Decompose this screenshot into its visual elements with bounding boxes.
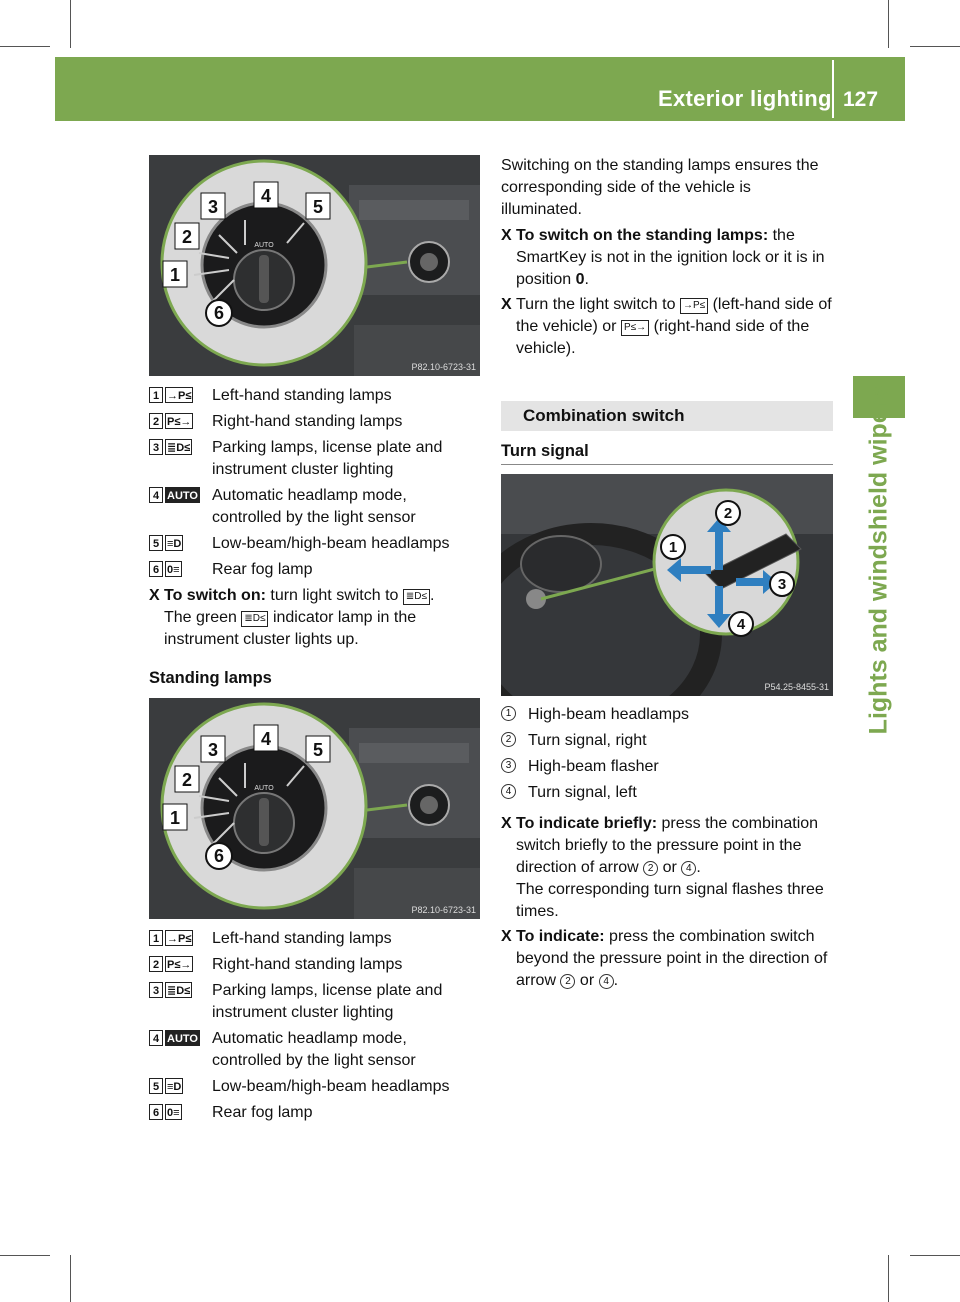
legend-item (149, 385, 479, 407)
parking-lamp-icon: ≣D≤ (403, 589, 430, 605)
instruction-text: (left-hand side of the vehicle) or (516, 296, 832, 335)
number-badge: 1 (149, 930, 163, 946)
instruction-label: To switch on the standing lamps: (516, 227, 769, 244)
callout-2: 2 (723, 505, 733, 522)
number-badge: 4 (149, 1030, 163, 1046)
crop-mark (70, 1255, 71, 1302)
number-circle: 2 (643, 861, 658, 876)
instruction-text: Turn the light switch to (516, 296, 676, 313)
low-beam-icon: ≡D (165, 535, 183, 551)
number-badge: 6 (149, 561, 163, 577)
callout-1: 1 (668, 539, 678, 556)
instruction-text: . (696, 859, 701, 876)
auto-icon: AUTO (165, 487, 200, 503)
legend-item (149, 533, 479, 555)
legend-list (149, 385, 479, 585)
step-arrow-icon: X (501, 815, 512, 832)
legend-text: Right-hand standing lamps (212, 413, 403, 430)
number-circle: 3 (501, 758, 516, 773)
legend-text: Rear fog lamp (212, 561, 313, 578)
light-switch-figure (149, 155, 480, 376)
legend-text: Turn signal, right (528, 732, 647, 749)
legend-text: Turn signal, left (528, 784, 637, 801)
instruction-standing-on (501, 225, 835, 291)
number-circle: 4 (681, 861, 696, 876)
light-switch-illustration (149, 155, 480, 376)
section-heading: Standing lamps (149, 669, 272, 687)
legend-item (149, 1102, 479, 1124)
legend-text: Left-hand standing lamps (212, 387, 392, 404)
instruction-indicate-briefly (501, 813, 835, 923)
legend-item (149, 485, 479, 529)
left-standing-lamp-icon: →P≤ (165, 387, 193, 403)
legend-text: Right-hand standing lamps (212, 956, 403, 973)
instruction-text: or (662, 859, 677, 876)
header-divider (832, 60, 834, 118)
instruction-turn-switch (501, 294, 835, 360)
instruction-label: To indicate: (516, 928, 605, 945)
instruction-label: To indicate briefly: (516, 815, 658, 832)
figure-code: P82.10-6723-31 (411, 905, 476, 915)
crop-mark (910, 46, 960, 47)
knob-auto-label: AUTO (254, 785, 274, 792)
number-badge: 3 (149, 982, 163, 998)
right-standing-lamp-icon: P≤→ (621, 320, 649, 336)
instruction-text: or (579, 972, 595, 989)
instruction-text: the SmartKey is not in the ignition lock or it is in position (516, 227, 825, 288)
legend-text: Parking lamps, license plate and instrument cluster lighting (212, 982, 443, 1021)
number-circle: 4 (599, 974, 614, 989)
callout-3: 3 (207, 197, 219, 217)
callout-6: 6 (213, 846, 225, 866)
callout-3: 3 (207, 740, 219, 760)
callout-1: 1 (169, 265, 181, 285)
number-badge: 2 (149, 956, 163, 972)
callout-4: 4 (736, 616, 746, 633)
combination-switch-illustration (501, 474, 833, 696)
auto-icon: AUTO (165, 1030, 200, 1046)
callout-4: 4 (260, 729, 272, 749)
instruction-indicate (501, 926, 835, 992)
knob-auto-label: AUTO (254, 242, 274, 249)
legend-item (501, 782, 835, 804)
legend-item (149, 1076, 479, 1098)
section-heading: Combination switch (523, 406, 685, 425)
legend-item (501, 730, 835, 752)
callout-5: 5 (312, 740, 324, 760)
legend-item (501, 704, 835, 726)
number-badge: 4 (149, 487, 163, 503)
rear-fog-icon: 0≡ (165, 561, 182, 577)
crop-mark (888, 1255, 889, 1302)
right-standing-lamp-icon: P≤→ (165, 413, 193, 429)
callout-1: 1 (169, 808, 181, 828)
light-switch-figure (149, 698, 480, 919)
step-arrow-icon: X (501, 296, 512, 313)
instruction-text: turn light switch to (270, 587, 399, 604)
number-circle: 1 (501, 706, 516, 721)
legend-item (149, 928, 479, 950)
ignition-position: 0 (575, 271, 585, 288)
step-arrow-icon: X (501, 227, 512, 244)
number-badge: 3 (149, 439, 163, 455)
instruction-note: The corresponding turn signal flashes three times. (516, 881, 824, 920)
legend-text: Rear fog lamp (212, 1104, 313, 1121)
step-arrow-icon: X (149, 587, 160, 604)
callout-3: 3 (777, 576, 787, 593)
instruction-text: indicator lamp in the instrument cluster lights up. (164, 609, 417, 648)
legend-text: Low-beam/high-beam headlamps (212, 535, 450, 552)
light-switch-illustration (149, 698, 480, 919)
crop-mark (888, 0, 889, 48)
number-badge: 5 (149, 535, 163, 551)
legend-list (149, 928, 479, 1128)
left-standing-lamp-icon: →P≤ (165, 930, 193, 946)
legend-text: Low-beam/high-beam headlamps (212, 1078, 450, 1095)
legend-text: Automatic headlamp mode, controlled by the light sensor (212, 487, 416, 526)
combination-switch-figure (501, 474, 833, 696)
legend-text: High-beam headlamps (528, 706, 689, 723)
number-circle: 2 (501, 732, 516, 747)
instruction-text: The green (164, 609, 237, 626)
instruction-switch-on (149, 585, 479, 651)
figure-code: P82.10-6723-31 (411, 362, 476, 372)
instruction-text: press the combination switch beyond the pressure point in the direction of arrow (516, 928, 828, 989)
low-beam-icon: ≡D (165, 1078, 183, 1094)
legend-item (149, 980, 479, 1024)
legend-text: High-beam flasher (528, 758, 659, 775)
section-heading-box (501, 401, 833, 431)
legend-item (149, 1028, 479, 1072)
legend-list (501, 704, 835, 808)
rear-fog-icon: 0≡ (165, 1104, 182, 1120)
number-badge: 2 (149, 413, 163, 429)
instruction-text: (right-hand side of the vehicle). (516, 318, 810, 357)
section-tab-label: Lights and windshield wipers (864, 385, 893, 735)
parking-lamp-icon: ≣D≤ (165, 982, 192, 998)
callout-2: 2 (181, 770, 193, 790)
number-circle: 4 (501, 784, 516, 799)
crop-mark (0, 46, 50, 47)
figure-code: P54.25-8455-31 (764, 682, 829, 692)
callout-5: 5 (312, 197, 324, 217)
page-number: 127 (843, 88, 879, 111)
callout-2: 2 (181, 227, 193, 247)
number-badge: 1 (149, 387, 163, 403)
parking-lamp-icon: ≣D≤ (241, 611, 268, 627)
paragraph-text: Switching on the standing lamps ensures the corresponding side of the vehicle is illuminated. (501, 157, 819, 218)
legend-text: Automatic headlamp mode, controlled by the light sensor (212, 1030, 416, 1069)
instruction-text: . (429, 587, 435, 604)
legend-item (149, 559, 479, 581)
legend-item (501, 756, 835, 778)
legend-text: Left-hand standing lamps (212, 930, 392, 947)
number-badge: 5 (149, 1078, 163, 1094)
page-title: Exterior lighting (658, 86, 832, 111)
legend-item (149, 411, 479, 433)
number-badge: 6 (149, 1104, 163, 1120)
callout-4: 4 (260, 186, 272, 206)
instruction-label: To switch on: (164, 587, 266, 604)
right-standing-lamp-icon: P≤→ (165, 956, 193, 972)
instruction-text: . (613, 972, 619, 989)
instruction-text: . (584, 271, 589, 288)
number-circle: 2 (560, 974, 575, 989)
step-arrow-icon: X (501, 928, 512, 945)
instruction-text: press the combination switch briefly to the pressure point in the direction of arrow (516, 815, 819, 876)
crop-mark (0, 1255, 50, 1256)
crop-mark (910, 1255, 960, 1256)
legend-item (149, 437, 479, 481)
left-standing-lamp-icon: →P≤ (680, 298, 708, 314)
crop-mark (70, 0, 71, 48)
heading-rule (501, 464, 833, 465)
legend-item (149, 954, 479, 976)
parking-lamp-icon: ≣D≤ (165, 439, 192, 455)
intro-paragraph (501, 155, 835, 221)
callout-6: 6 (213, 303, 225, 323)
subsection-heading: Turn signal (501, 442, 589, 460)
legend-text: Parking lamps, license plate and instrument cluster lighting (212, 439, 443, 478)
